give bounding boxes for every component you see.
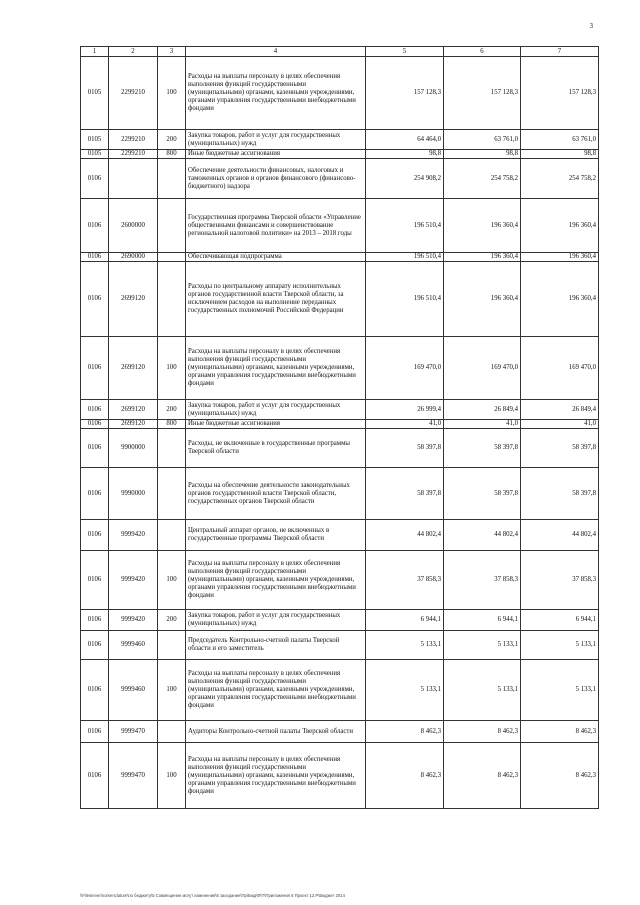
amount-col6: 169 470,0 [444,337,521,400]
article-code: 2299210 [109,57,158,130]
amount-col6: 196 360,4 [444,253,521,262]
section-code: 0106 [81,337,109,400]
amount-col5: 169 470,0 [366,337,444,400]
article-code: 9999460 [109,631,158,660]
expense-type-code: 100 [158,337,186,400]
amount-col6: 6 944,1 [444,610,521,631]
table-row [81,743,599,809]
expense-type-code [158,429,186,468]
amount-col6: 37 858,3 [444,551,521,610]
expense-type-code: 100 [158,660,186,721]
article-code: 2699120 [109,400,158,420]
amount-col6: 63 761,0 [444,130,521,150]
amount-col5: 64 464,0 [366,130,444,150]
section-code: 0105 [81,150,109,159]
amount-col6: 196 360,4 [444,262,521,337]
amount-col7: 63 761,0 [521,130,599,150]
item-name: Закупка товаров, работ и услуг для государственных (муниципальных) нужд [186,400,366,420]
item-name: Расходы на выплаты персоналу в целях обеспечения выполнения функций государственными (муниципальными) органами, казенными учреждениями, органами управления государственными внебюджетными фондами [186,337,366,400]
article-code: 2699120 [109,262,158,337]
page-number: 3 [589,22,593,30]
expense-type-code: 800 [158,420,186,429]
section-code: 0106 [81,400,109,420]
item-name: Государственная программа Тверской области «Управление общественными финансами и совершенствование региональной налоговой политики» на 2013 – 2018 годы [186,199,366,253]
article-code: 9990000 [109,468,158,520]
expense-type-code: 100 [158,551,186,610]
item-name: Расходы на выплаты персоналу в целях обеспечения выполнения функций государственными (муниципальными) органами, казенными учреждениями, органами управления государственными внебюджетными фондами [186,57,366,130]
section-code: 0106 [81,631,109,660]
expense-type-code: 800 [158,150,186,159]
amount-col7: 58 397,8 [521,468,599,520]
table-row [81,253,599,262]
table-body [81,57,599,809]
amount-col7: 196 360,4 [521,199,599,253]
amount-col7: 26 849,4 [521,400,599,420]
expense-type-code [158,253,186,262]
amount-col6: 58 397,8 [444,468,521,520]
table-row [81,150,599,159]
amount-col6: 98,8 [444,150,521,159]
table-row [81,631,599,660]
amount-col7: 37 858,3 [521,551,599,610]
section-code: 0106 [81,253,109,262]
expense-type-code: 100 [158,57,186,130]
amount-col7: 98,8 [521,150,599,159]
article-code: 2690000 [109,253,158,262]
amount-col5: 5 133,1 [366,660,444,721]
amount-col7: 8 462,3 [521,721,599,743]
section-code: 0106 [81,468,109,520]
table-row [81,337,599,400]
amount-col7: 5 133,1 [521,631,599,660]
item-name: Центральный аппарат органов, не включенных в государственные программы Тверской области [186,520,366,551]
section-code: 0105 [81,130,109,150]
table-row [81,468,599,520]
amount-col5: 58 397,8 [366,468,444,520]
amount-col5: 26 999,4 [366,400,444,420]
amount-col5: 196 510,4 [366,262,444,337]
table-row [81,262,599,337]
amount-col6: 157 128,3 [444,57,521,130]
amount-col7: 254 758,2 [521,159,599,199]
amount-col6: 254 758,2 [444,159,521,199]
section-code: 0106 [81,721,109,743]
article-code: 9999420 [109,520,158,551]
article-code: 2699120 [109,420,158,429]
amount-col7: 44 802,4 [521,520,599,551]
article-code: 2699120 [109,337,158,400]
article-code: 2299210 [109,130,158,150]
section-code: 0106 [81,660,109,721]
item-name: Иные бюджетные ассигнования [186,420,366,429]
article-code: 2299210 [109,150,158,159]
amount-col6: 5 133,1 [444,631,521,660]
amount-col7: 169 470,0 [521,337,599,400]
item-name: Расходы на выплаты персоналу в целях обеспечения выполнения функций государственными (муниципальными) органами, казенными учреждениями, органами управления государственными внебюджетными фондами [186,551,366,610]
column-header-2: 2 [109,47,158,57]
item-name: Обеспечение деятельности финансовых, налоговых и таможенных органов и органов финансового (финансово-бюджетного) надзора [186,159,366,199]
amount-col7: 6 944,1 [521,610,599,631]
amount-col5: 254 908,2 [366,159,444,199]
column-header-6: 6 [444,47,521,57]
table-row [81,159,599,199]
item-name: Расходы на выплаты персоналу в целях обеспечения выполнения функций государственными (муниципальными) органами, казенными учреждениями, органами управления государственными внебюджетными фондами [186,660,366,721]
expense-type-code [158,199,186,253]
section-code: 0106 [81,420,109,429]
amount-col5: 37 858,3 [366,551,444,610]
table-row [81,551,599,610]
amount-col6: 8 462,3 [444,721,521,743]
table-row [81,130,599,150]
expense-type-code [158,159,186,199]
table-row [81,199,599,253]
amount-col6: 5 133,1 [444,660,521,721]
article-code: 9999460 [109,660,158,721]
amount-col5: 58 397,8 [366,429,444,468]
column-header-3: 3 [158,47,186,57]
table-row [81,610,599,631]
amount-col7: 196 360,4 [521,262,599,337]
column-header-5: 5 [366,47,444,57]
expense-type-code: 100 [158,743,186,809]
amount-col5: 98,8 [366,150,444,159]
header-row [81,47,599,57]
amount-col5: 5 133,1 [366,631,444,660]
item-name: Расходы, не включенные в государственные программы Тверской области [186,429,366,468]
expense-type-code [158,721,186,743]
amount-col5: 41,0 [366,420,444,429]
amount-col6: 8 462,3 [444,743,521,809]
amount-col6: 41,0 [444,420,521,429]
footer-path: \\Fileserver\nomenclature\по бюджету\5 Совмещение могут изменения\6 заседание\Пр\Бюд\Ф\Т\Приложения 6 Проект 12.P\Бюджет 2014 [80,893,345,898]
article-code [109,159,158,199]
item-name: Обеспечивающая подпрограмма [186,253,366,262]
amount-col5: 44 802,4 [366,520,444,551]
section-code: 0106 [81,429,109,468]
amount-col7: 58 397,8 [521,429,599,468]
table-row [81,57,599,130]
item-name: Иные бюджетные ассигнования [186,150,366,159]
column-header-4: 4 [186,47,366,57]
item-name: Расходы на выплаты персоналу в целях обеспечения выполнения функций государственными (муниципальными) органами, казенными учреждениями, органами управления государственными внебюджетными фондами [186,743,366,809]
expense-type-code [158,631,186,660]
table-row [81,520,599,551]
article-code: 9999420 [109,610,158,631]
section-code: 0106 [81,610,109,631]
item-name: Председатель Контрольно-счетной палаты Тверской области и его заместитель [186,631,366,660]
column-header-1: 1 [81,47,109,57]
item-name: Аудиторы Контрольно-счетной палаты Тверской области [186,721,366,743]
article-code: 9999470 [109,721,158,743]
table-row [81,400,599,420]
table-row [81,721,599,743]
section-code: 0106 [81,199,109,253]
expense-type-code [158,468,186,520]
budget-table [80,46,599,809]
amount-col5: 8 462,3 [366,743,444,809]
section-code: 0106 [81,743,109,809]
table-row [81,420,599,429]
table-row [81,660,599,721]
table-row [81,429,599,468]
expense-type-code [158,262,186,337]
amount-col7: 41,0 [521,420,599,429]
article-code: 9900000 [109,429,158,468]
amount-col6: 26 849,4 [444,400,521,420]
expense-type-code: 200 [158,610,186,631]
amount-col7: 5 133,1 [521,660,599,721]
amount-col5: 196 510,4 [366,253,444,262]
amount-col5: 8 462,3 [366,721,444,743]
amount-col6: 58 397,8 [444,429,521,468]
section-code: 0106 [81,520,109,551]
section-code: 0105 [81,57,109,130]
amount-col5: 196 510,4 [366,199,444,253]
item-name: Расходы на обеспечение деятельности законодательных органов государственной власти Тверской области, государственных органов Тверской области [186,468,366,520]
amount-col6: 44 802,4 [444,520,521,551]
section-code: 0106 [81,159,109,199]
amount-col7: 8 462,3 [521,743,599,809]
amount-col5: 157 128,3 [366,57,444,130]
amount-col5: 6 944,1 [366,610,444,631]
section-code: 0106 [81,551,109,610]
article-code: 9999470 [109,743,158,809]
amount-col6: 196 360,4 [444,199,521,253]
column-header-7: 7 [521,47,599,57]
amount-col7: 157 128,3 [521,57,599,130]
expense-type-code: 200 [158,400,186,420]
amount-col7: 196 360,4 [521,253,599,262]
article-code: 9999420 [109,551,158,610]
item-name: Закупка товаров, работ и услуг для государственных (муниципальных) нужд [186,130,366,150]
expense-type-code [158,520,186,551]
item-name: Закупка товаров, работ и услуг для государственных (муниципальных) нужд [186,610,366,631]
article-code: 2600000 [109,199,158,253]
expense-type-code: 200 [158,130,186,150]
item-name: Расходы по центральному аппарату исполнительных органов государственной власти Тверской области, за исключением расходов на выполнение переданных государственных полномочий Российской Федерации [186,262,366,337]
section-code: 0106 [81,262,109,337]
